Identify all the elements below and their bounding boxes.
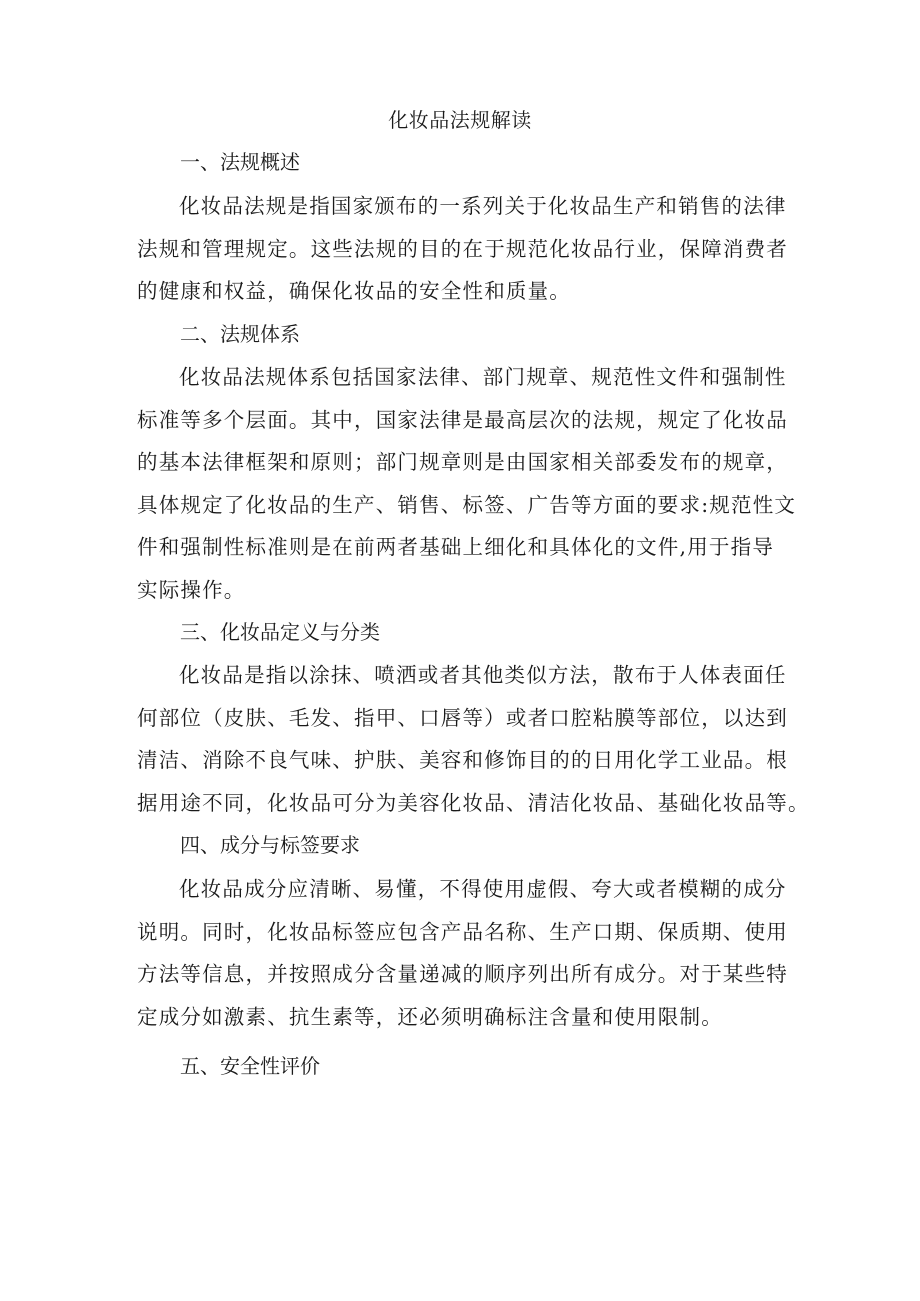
section-heading-safety: 五、安全性评价 xyxy=(180,1054,320,1078)
section-paragraph-overview xyxy=(137,185,837,313)
document-title: 化妆品法规解读 xyxy=(388,108,532,132)
section-paragraph-definition xyxy=(137,654,837,824)
section-heading-system: 二、法规体系 xyxy=(180,322,300,346)
section-paragraph-system xyxy=(137,356,837,611)
paragraph-line: 具体规定了化妆品的生产、销售、标签、广告等方面的要求:规范性文 xyxy=(137,492,797,517)
paragraph-line: 方法等信息，并按照成分含量递减的顺序列出所有成分。对于某些特 xyxy=(137,962,788,986)
paragraph-line: 的健康和权益，确保化妆品的安全性和质量。 xyxy=(137,279,571,303)
paragraph-line: 何部位（皮肤、毛发、指甲、口唇等）或者口腔粘膜等部位，以达到 xyxy=(137,705,788,730)
paragraph-line: 化妆品法规是指国家颁布的一系列关于化妆品生产和销售的法律 xyxy=(179,194,787,218)
paragraph-line: 标准等多个层面。其中，国家法律是最高层次的法规，规定了化妆品 xyxy=(137,407,788,432)
section-heading-overview: 一、法规概述 xyxy=(180,150,300,174)
paragraph-line: 化妆品法规体系包括国家法律、部门规章、规范性文件和强制性 xyxy=(179,365,787,389)
paragraph-line: 化妆品成分应清晰、易懂，不得使用虚假、夸大或者模糊的成分 xyxy=(179,877,787,901)
paragraph-line: 据用途不同，化妆品可分为美容化妆品、清洁化妆品、基础化妆品等。 xyxy=(137,790,810,815)
paragraph-line: 法规和管理规定。这些法规的目的在于规范化妆品行业，保障消费者 xyxy=(137,236,788,261)
paragraph-line: 定成分如激素、抗生素等，还必须明确标注含量和使用限制。 xyxy=(137,1004,723,1029)
paragraph-line: 说明。同时，化妆品标签应包含产品名称、生产口期、保质期、使用 xyxy=(137,919,788,944)
section-heading-ingredients: 四、成分与标签要求 xyxy=(180,833,360,857)
paragraph-line: 实际操作。 xyxy=(137,577,246,602)
section-paragraph-ingredients xyxy=(137,868,837,1038)
paragraph-line: 的基本法律框架和原则；部门规章则是由国家相关部委发布的规章， xyxy=(137,450,788,474)
paragraph-line: 化妆品是指以涂抹、喷洒或者其他类似方法，散布于人体表面任 xyxy=(179,663,787,687)
section-heading-definition: 三、化妆品定义与分类 xyxy=(180,620,380,644)
paragraph-line: 清洁、消除不良气味、护肤、美容和修饰目的的日用化学工业品。根 xyxy=(137,748,788,772)
paragraph-line: 件和强制性标准则是在前两者基础上细化和具体化的文件,用于指导 xyxy=(137,535,775,559)
